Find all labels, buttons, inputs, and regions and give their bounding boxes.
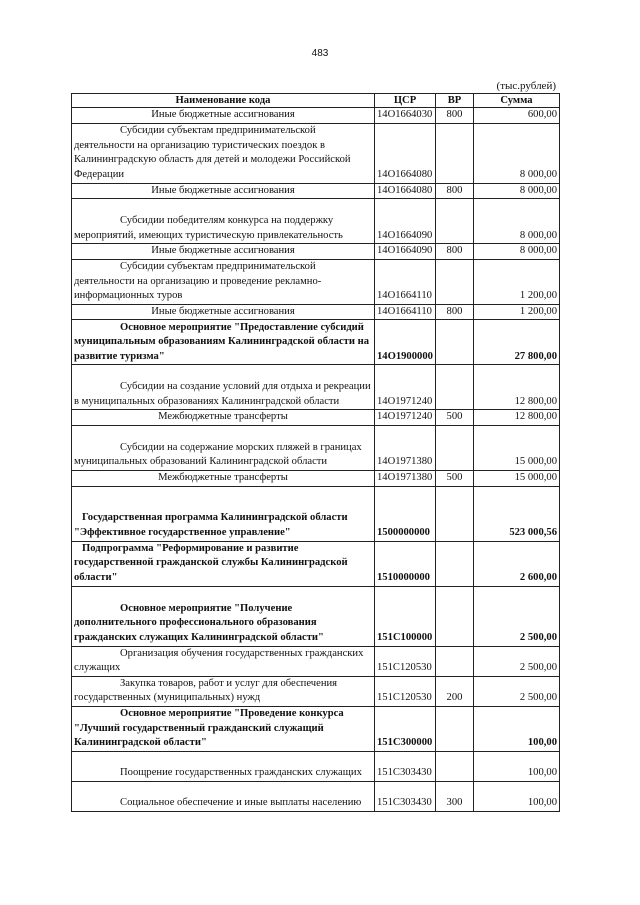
row-name: Субсидии субъектам предпринимательской деятельности на организацию и проведение рекламно-информационных туров [72, 259, 375, 304]
row-sum: 8 000,00 [474, 183, 560, 199]
table-row [72, 781, 560, 811]
row-csr: 14О1664090 [375, 244, 436, 260]
row-vr: 300 [436, 781, 474, 811]
table-row [72, 646, 560, 676]
table-row [72, 751, 560, 781]
row-vr: 800 [436, 244, 474, 260]
row-name: Субсидии субъектам предпринимательской деятельности на организацию туристических поездок в Калининградскую область для детей и молодежи Российской Федерации [72, 123, 375, 183]
row-sum: 100,00 [474, 751, 560, 781]
row-sum: 15 000,00 [474, 470, 560, 486]
row-vr: 200 [436, 676, 474, 706]
row-csr: 151С303430 [375, 751, 436, 781]
row-name: Межбюджетные трансферты [72, 410, 375, 426]
row-csr: 14О1664090 [375, 199, 436, 244]
table-row [72, 108, 560, 124]
row-csr: 151С120530 [375, 646, 436, 676]
row-name: Подпрограмма "Реформирование и развитие государственной гражданской службы Калининградской области" [72, 541, 375, 586]
row-sum: 8 000,00 [474, 123, 560, 183]
row-csr: 14О1664110 [375, 259, 436, 304]
header-csr: ЦСР [375, 94, 436, 108]
row-csr: 151С303430 [375, 781, 436, 811]
row-name: Иные бюджетные ассигнования [72, 108, 375, 124]
row-csr: 1510000000 [375, 541, 436, 586]
table-row [72, 425, 560, 470]
table-row [72, 259, 560, 304]
row-csr: 14О1664030 [375, 108, 436, 124]
table-row [72, 676, 560, 706]
row-name: Социальное обеспечение и иные выплаты населению [72, 781, 375, 811]
row-vr: 800 [436, 304, 474, 320]
row-name: Основное мероприятие "Предоставление субсидий муниципальным образованиям Калининградской области на развитие туризма" [72, 320, 375, 365]
row-name [72, 486, 375, 541]
row-sum: 600,00 [474, 108, 560, 124]
row-sum: 2 500,00 [474, 586, 560, 646]
row-name: Субсидии победителям конкурса на поддержку мероприятий, имеющих туристическую привлекательность [72, 199, 375, 244]
row-vr [436, 486, 474, 541]
table-row [72, 199, 560, 244]
row-vr [436, 320, 474, 365]
table-row [72, 183, 560, 199]
table-row [72, 123, 560, 183]
units-label: (тыс.рублей) [496, 80, 556, 92]
row-sum: 27 800,00 [474, 320, 560, 365]
row-sum: 1 200,00 [474, 259, 560, 304]
row-vr [436, 646, 474, 676]
row-vr [436, 541, 474, 586]
row-sum: 12 800,00 [474, 365, 560, 410]
row-name: Иные бюджетные ассигнования [72, 183, 375, 199]
row-vr [436, 586, 474, 646]
table-row [72, 470, 560, 486]
row-vr [436, 751, 474, 781]
header-name: Наименование кода [72, 94, 375, 108]
row-sum: 12 800,00 [474, 410, 560, 426]
row-name: Иные бюджетные ассигнования [72, 244, 375, 260]
table-row [72, 304, 560, 320]
row-csr: 14О1971240 [375, 410, 436, 426]
row-sum: 2 500,00 [474, 676, 560, 706]
row-csr: 14О1664080 [375, 183, 436, 199]
row-name-text: Государственная программа Калининградской области "Эффективное государственное управление" [74, 512, 348, 538]
row-sum: 100,00 [474, 781, 560, 811]
page-number: 483 [311, 48, 329, 59]
row-sum: 8 000,00 [474, 244, 560, 260]
table-header-row [72, 94, 560, 108]
table-row [72, 541, 560, 586]
budget-table [71, 93, 560, 812]
table-row [72, 706, 560, 751]
table-row [72, 320, 560, 365]
row-name: Поощрение государственных гражданских служащих [72, 751, 375, 781]
row-csr: 14О1664080 [375, 123, 436, 183]
row-name: Межбюджетные трансферты [72, 470, 375, 486]
row-name: Субсидии на содержание морских пляжей в границах муниципальных образований Калининградской области [72, 425, 375, 470]
table-row [72, 586, 560, 646]
table-row [72, 410, 560, 426]
table-row [72, 365, 560, 410]
row-vr [436, 259, 474, 304]
row-name: Основное мероприятие "Проведение конкурса "Лучший государственный гражданский служащий Калининградской области" [72, 706, 375, 751]
row-csr: 151С120530 [375, 676, 436, 706]
row-vr: 500 [436, 470, 474, 486]
row-vr [436, 123, 474, 183]
row-sum: 2 600,00 [474, 541, 560, 586]
row-sum: 1 200,00 [474, 304, 560, 320]
row-vr: 800 [436, 183, 474, 199]
row-name: Субсидии на создание условий для отдыха и рекреации в муниципальных образованиях Калининградской области [72, 365, 375, 410]
row-name: Организация обучения государственных гражданских служащих [72, 646, 375, 676]
row-sum: 523 000,56 [474, 486, 560, 541]
row-vr [436, 706, 474, 751]
row-csr: 1500000000 [375, 486, 436, 541]
row-name: Закупка товаров, работ и услуг для обеспечения государственных (муниципальных) нужд [72, 676, 375, 706]
row-csr: 14О1971380 [375, 425, 436, 470]
row-sum: 2 500,00 [474, 646, 560, 676]
table-row [72, 486, 560, 541]
row-vr: 500 [436, 410, 474, 426]
row-vr [436, 365, 474, 410]
header-vr: ВР [436, 94, 474, 108]
row-csr: 14О1664110 [375, 304, 436, 320]
row-csr: 14О1971240 [375, 365, 436, 410]
row-sum: 15 000,00 [474, 425, 560, 470]
row-csr: 151С300000 [375, 706, 436, 751]
row-vr [436, 425, 474, 470]
row-sum: 100,00 [474, 706, 560, 751]
row-csr: 14О1971380 [375, 470, 436, 486]
row-vr [436, 199, 474, 244]
row-csr: 14О1900000 [375, 320, 436, 365]
table-row [72, 244, 560, 260]
header-sum: Сумма [474, 94, 560, 108]
row-sum: 8 000,00 [474, 199, 560, 244]
row-name: Иные бюджетные ассигнования [72, 304, 375, 320]
row-name: Основное мероприятие "Получение дополнительного профессионального образования гражданских служащих Калининградской области" [72, 586, 375, 646]
row-vr: 800 [436, 108, 474, 124]
row-csr: 151С100000 [375, 586, 436, 646]
